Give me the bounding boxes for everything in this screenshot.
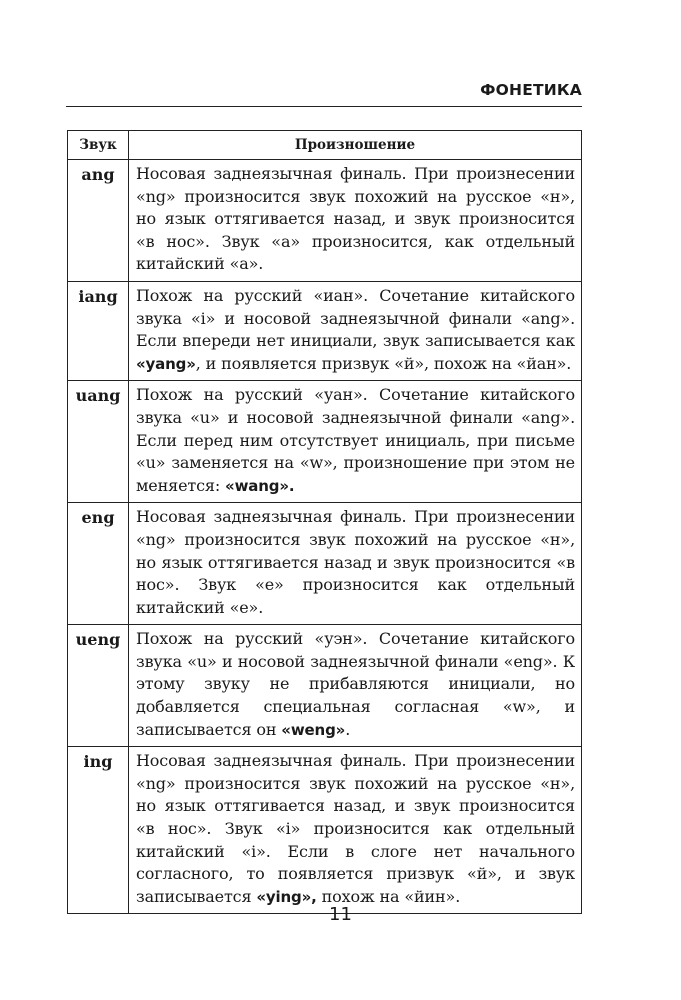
phonetics-table — [67, 130, 582, 914]
pronunciation-tail: . — [345, 719, 351, 739]
sound-cell: uang — [68, 381, 129, 503]
pronunciation-text: Носовая заднеязычная финаль. При произнесении «ng» произносится звук похожий на русское «н», но язык оттягивается назад, и звук произносится «в нос». Звук «i» произносится как отдельный китайский «i». Если в слоге нет начального согласного, то появляется призвук «й», и звук записывается — [136, 751, 575, 906]
pinyin-spelling: «weng» — [281, 720, 346, 739]
pinyin-spelling: «yang» — [136, 354, 196, 373]
pronunciation-cell — [129, 625, 582, 747]
sound-cell: iang — [68, 281, 129, 380]
pronunciation-text: Похож на русский «уан». Сочетание китайского звука «u» и носовой заднеязычной финали «ang». Если перед ним отсутствует инициаль, при письме «u» заменяется на «w», произношение при этом не меняется: — [136, 385, 575, 495]
table-row — [68, 281, 582, 380]
page-number: 11 — [329, 904, 352, 925]
table-row — [68, 503, 582, 625]
pinyin-spelling: «ying», — [256, 887, 317, 906]
sound-cell: ueng — [68, 625, 129, 747]
sound-cell: eng — [68, 503, 129, 625]
sound-cell: ing — [68, 747, 129, 914]
pronunciation-cell — [129, 381, 582, 503]
pinyin-spelling: «wang». — [225, 476, 295, 495]
column-header-pronunciation: Произношение — [129, 131, 582, 160]
pronunciation-text: Похож на русский «уэн». Сочетание китайского звука «u» и носовой заднеязычной финали «eng». К этому звуку не прибавляются инициали, но добавляется специальная согласная «w», и записывается он — [136, 629, 575, 739]
pronunciation-text: Носовая заднеязычная финаль. При произнесении «ng» произносится звук похожий на русское «н», но язык оттягивается назад и звук произносится «в нос». Звук «e» произносится как отдельный китайский «e». — [136, 507, 575, 617]
table-row — [68, 381, 582, 503]
pronunciation-cell — [129, 503, 582, 625]
table-row — [68, 160, 582, 282]
column-header-sound: Звук — [68, 131, 129, 160]
table-row — [68, 625, 582, 747]
sound-cell: ang — [68, 160, 129, 282]
pronunciation-tail: похож на «йин». — [316, 886, 461, 906]
section-title: ФОНЕТИКА — [480, 81, 582, 99]
pronunciation-text: Носовая заднеязычная финаль. При произнесении «ng» произносится звук похожий на русское «н», но язык оттягивается назад, и звук произносится «в нос». Звук «a» произносится, как отдельный китайский «a». — [136, 164, 575, 274]
table-row — [68, 747, 582, 914]
header-divider — [66, 106, 582, 107]
pronunciation-cell — [129, 747, 582, 914]
pronunciation-cell — [129, 160, 582, 282]
pronunciation-text: Похож на русский «иан». Сочетание китайского звука «i» и носовой заднеязычной финали «ang». Если впереди нет инициали, звук записывается как — [136, 285, 575, 351]
table-header-row — [68, 131, 582, 160]
pronunciation-cell — [129, 281, 582, 380]
pronunciation-tail: , и появляется призвук «й», похож на «йан». — [195, 353, 572, 373]
